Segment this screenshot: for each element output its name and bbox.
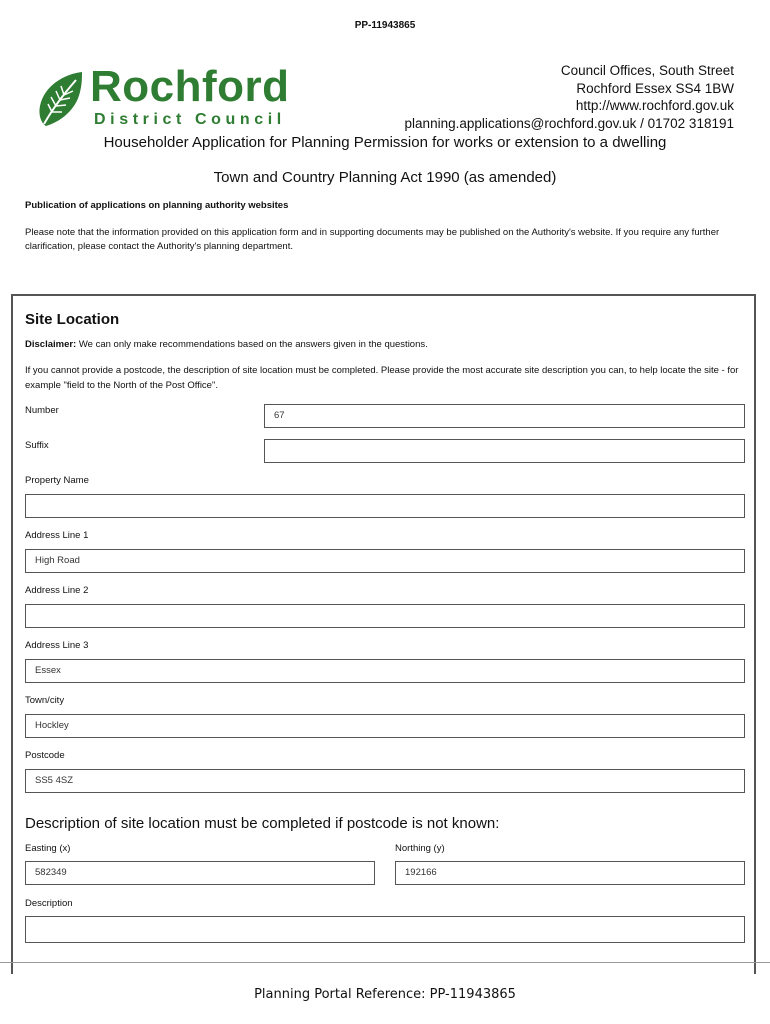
disclaimer-label: Disclaimer: xyxy=(25,339,77,350)
address-line-1-field[interactable]: High Road xyxy=(25,549,745,573)
address-line-3-field[interactable]: Essex xyxy=(25,659,745,683)
logo-subtitle: District Council xyxy=(94,111,286,128)
description-field[interactable] xyxy=(25,916,745,943)
northing-field[interactable]: 192166 xyxy=(395,861,745,885)
easting-field[interactable]: 582349 xyxy=(25,861,375,885)
disclaimer-text: We can only make recommendations based on the answers given in the questions. xyxy=(76,339,428,350)
council-contact xyxy=(405,62,734,132)
contact-website: http://www.rochford.gov.uk xyxy=(575,98,734,113)
suffix-field[interactable] xyxy=(264,439,745,463)
description-heading: Description of site location must be completed if postcode is not known: xyxy=(25,815,500,832)
number-label: Number xyxy=(25,405,59,416)
act-subtitle: Town and Country Planning Act 1990 (as amended) xyxy=(213,169,557,186)
form-title: Householder Application for Planning Permission for works or extension to a dwelling xyxy=(103,134,667,151)
northing-label: Northing (y) xyxy=(395,843,445,854)
postcode-label: Postcode xyxy=(25,750,65,761)
postcode-note: If you cannot provide a postcode, the description of site location must be completed. Please provide the most accurate site description you can, to help locate the site - for example "field to the North of the Post Office". xyxy=(25,365,739,391)
council-logo xyxy=(36,62,316,130)
number-field[interactable]: 67 xyxy=(264,404,745,428)
address-line-3-label: Address Line 3 xyxy=(25,640,89,651)
logo-name: Rochford xyxy=(90,62,290,111)
disclaimer xyxy=(25,339,428,350)
contact-town-line: Rochford Essex SS4 1BW xyxy=(576,80,734,96)
property-name-label: Property Name xyxy=(25,475,89,486)
suffix-label: Suffix xyxy=(25,440,49,451)
postcode-field[interactable]: SS5 4SZ xyxy=(25,769,745,793)
description-label: Description xyxy=(25,898,73,909)
publication-heading: Publication of applications on planning authority websites xyxy=(25,200,289,211)
town-field[interactable]: Hockley xyxy=(25,714,745,738)
reference-number-top: PP-11943865 xyxy=(354,20,416,31)
easting-label: Easting (x) xyxy=(25,843,71,854)
publication-text: Please note that the information provided on this application form and in supporting documents may be published on the Authority's website. If you require any further clarification, please contact the Authority's planning department. xyxy=(25,227,720,252)
address-line-1-label: Address Line 1 xyxy=(25,530,89,541)
address-line-2-field[interactable] xyxy=(25,604,745,628)
town-label: Town/city xyxy=(25,695,65,706)
contact-email-phone: planning.applications@rochford.gov.uk / 01702 318191 xyxy=(404,115,734,131)
footer-reference: Planning Portal Reference: PP-11943865 xyxy=(254,987,516,1002)
property-name-field[interactable] xyxy=(25,494,745,518)
section-title: Site Location xyxy=(25,311,120,328)
leaf-icon xyxy=(36,70,86,128)
contact-address-line: Council Offices, South Street xyxy=(560,63,734,78)
page-divider xyxy=(0,962,770,963)
address-line-2-label: Address Line 2 xyxy=(25,585,89,596)
